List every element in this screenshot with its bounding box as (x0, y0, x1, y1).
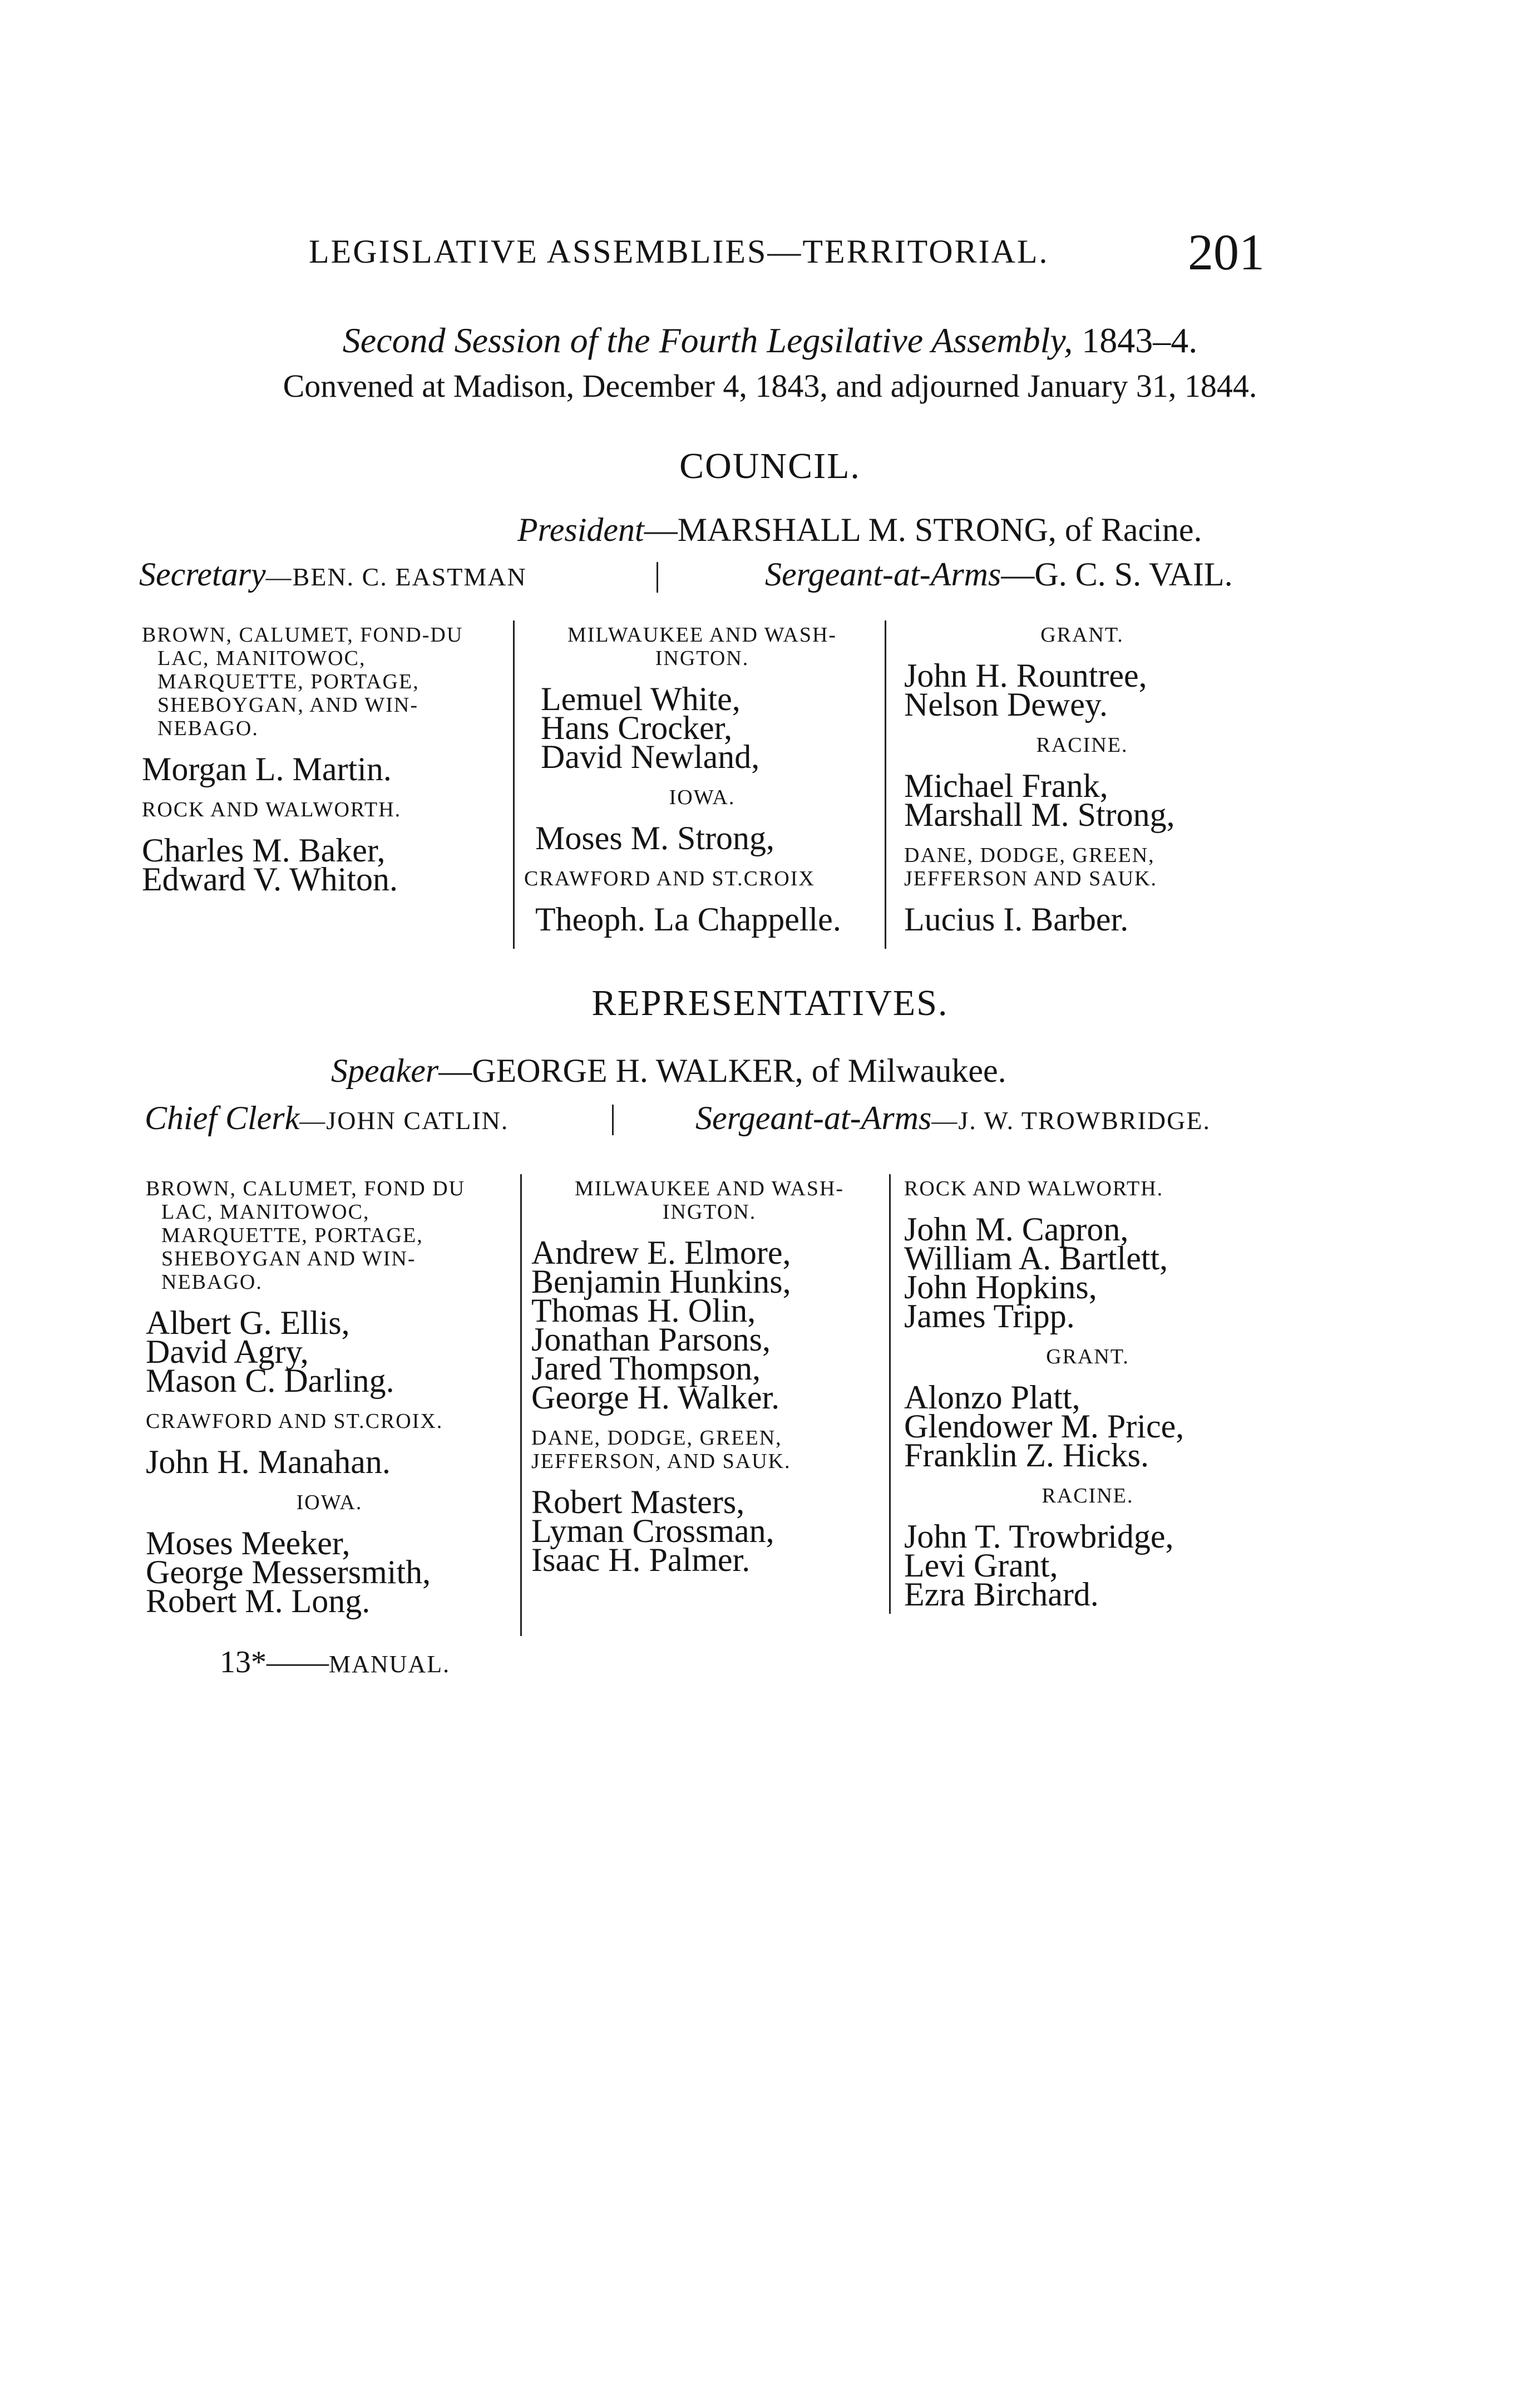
member-name: Edward V. Whiton. (142, 861, 398, 898)
officer-separator (612, 1105, 614, 1135)
member-name: Benjamin Hunkins, (531, 1263, 791, 1300)
member-name: Thomas H. Olin, (531, 1292, 756, 1329)
district-heading: ROCK AND WALWORTH. (904, 1177, 1164, 1200)
signature-mark (220, 1644, 450, 1680)
member-name: Albert G. Ellis, (146, 1304, 350, 1341)
member-name: Hans Crocker, (541, 710, 733, 746)
secretary-label: Secretary (139, 556, 266, 593)
district-heading: MILWAUKEE AND WASH-INGTON. (574, 1177, 845, 1224)
district-heading: GRANT. (1040, 623, 1124, 647)
president-name: —MARSHALL M. STRONG, of Racine. (644, 511, 1202, 548)
sergeant-label: Sergeant-at-Arms (695, 1100, 932, 1136)
secretary-name: —BEN. C. EASTMAN (265, 563, 527, 591)
council-column-2 (524, 623, 880, 938)
clerk-label: Chief Clerk (145, 1100, 300, 1136)
sergeant-name: —G. C. S. VAIL. (1001, 556, 1233, 593)
signature-number: 13*—— (220, 1645, 329, 1679)
member-name: John M. Capron, (904, 1211, 1129, 1248)
district-heading: DANE, DODGE, GREEN, JEFFERSON AND SAUK. (904, 844, 1158, 890)
reps-column-1 (146, 1177, 513, 1619)
member-name: John H. Rountree, (904, 657, 1147, 694)
member-name: Isaac H. Palmer. (531, 1541, 751, 1578)
member-name: Jonathan Parsons, (531, 1321, 771, 1358)
member-name: Levi Grant, (904, 1547, 1058, 1584)
member-name: Moses Meeker, (146, 1525, 351, 1561)
signature-label: MANUAL. (329, 1651, 451, 1678)
district-heading: BROWN, CALUMET, FOND-DU LAC, MANITOWOC, MARQUETTE, PORTAGE, SHEBOYGAN, AND WIN-NEBAGO. (142, 623, 463, 740)
member-name: Lyman Crossman, (531, 1513, 774, 1549)
member-name: John T. Trowbridge, (904, 1518, 1174, 1555)
council-column-1 (142, 623, 504, 898)
member-name: Glendower M. Price, (904, 1408, 1184, 1445)
member-name: John H. Manahan. (146, 1444, 391, 1480)
member-name: Mason C. Darling. (146, 1362, 394, 1399)
officer-separator (657, 562, 658, 593)
council-sergeant-line (765, 555, 1233, 594)
column-rule (889, 1174, 891, 1614)
page-number: 201 (1188, 224, 1265, 280)
column-rule (520, 1174, 522, 1636)
reps-sergeant-line (695, 1099, 1211, 1137)
session-title-text: Second Session of the Fourth Legsilative Assembly, (342, 321, 1073, 360)
member-name: Robert M. Long. (146, 1583, 371, 1619)
district-heading: BROWN, CALUMET, FOND DU LAC, MANITOWOC, MARQUETTE, PORTAGE, SHEBOYGAN AND WIN-NEBAGO. (146, 1177, 466, 1294)
member-name: George H. Walker. (531, 1379, 780, 1416)
district-heading: DANE, DODGE, GREEN, JEFFERSON, AND SAUK. (531, 1426, 791, 1473)
member-name: Charles M. Baker, (142, 832, 386, 869)
member-name: Moses M. Strong, (535, 820, 775, 856)
council-secretary-line (139, 555, 527, 594)
member-name: James Tripp. (904, 1298, 1075, 1334)
sergeant-name: —J. W. TROWBRIDGE. (931, 1106, 1211, 1135)
member-name: Lemuel White, (541, 681, 741, 717)
speaker-line (331, 1052, 1006, 1090)
member-name: John Hopkins, (904, 1269, 1097, 1306)
member-name: David Newland, (541, 738, 760, 775)
member-name: Morgan L. Martin. (142, 751, 392, 787)
reps-column-2 (531, 1177, 887, 1578)
president-label: President (517, 511, 644, 548)
convened-line: Convened at Madison, December 4, 1843, and adjourned January 31, 1844. (283, 368, 1257, 404)
district-heading: GRANT. (1046, 1345, 1129, 1368)
column-rule (885, 620, 886, 949)
member-name: Michael Frank, (904, 767, 1108, 804)
member-name: Marshall M. Strong, (904, 796, 1175, 833)
member-name: Jared Thompson, (531, 1350, 761, 1387)
speaker-name: —GEORGE H. WALKER, of Milwaukee. (438, 1052, 1006, 1089)
district-heading: RACINE. (1036, 733, 1128, 757)
session-years: 1843–4. (1082, 321, 1198, 360)
representatives-heading: REPRESENTATIVES. (591, 983, 949, 1023)
council-president-line (517, 511, 1202, 549)
member-name: Nelson Dewey. (904, 686, 1108, 723)
council-heading: COUNCIL. (679, 446, 861, 486)
chief-clerk-line (145, 1099, 509, 1137)
member-name: George Messersmith, (146, 1554, 431, 1590)
member-name: William A. Bartlett, (904, 1240, 1168, 1277)
reps-column-3 (904, 1177, 1271, 1613)
member-name: Lucius I. Barber. (904, 901, 1129, 938)
district-heading: ROCK AND WALWORTH. (142, 798, 402, 821)
member-name: David Agry, (146, 1333, 309, 1370)
district-heading: IOWA. (669, 786, 736, 809)
session-title (0, 320, 1540, 361)
speaker-label: Speaker (331, 1052, 439, 1089)
member-name: Theoph. La Chappelle. (535, 901, 841, 938)
sergeant-label: Sergeant-at-Arms (765, 556, 1001, 593)
column-rule (513, 620, 515, 949)
council-column-3 (904, 623, 1260, 938)
member-name: Alonzo Platt, (904, 1379, 1080, 1416)
district-heading: RACINE. (1042, 1484, 1134, 1508)
running-header-title: LEGISLATIVE ASSEMBLIES—TERRITORIAL. (309, 233, 1049, 270)
clerk-name: —JOHN CATLIN. (299, 1106, 509, 1135)
district-heading: IOWA. (296, 1491, 363, 1514)
member-name: Franklin Z. Hicks. (904, 1437, 1149, 1474)
member-name: Robert Masters, (531, 1484, 745, 1520)
member-name: Ezra Birchard. (904, 1576, 1099, 1613)
district-heading: MILWAUKEE AND WASH-INGTON. (567, 623, 837, 670)
district-heading: CRAWFORD AND ST.CROIX. (146, 1410, 443, 1433)
member-name: Andrew E. Elmore, (531, 1234, 791, 1271)
district-heading: CRAWFORD AND ST.CROIX (524, 867, 815, 890)
